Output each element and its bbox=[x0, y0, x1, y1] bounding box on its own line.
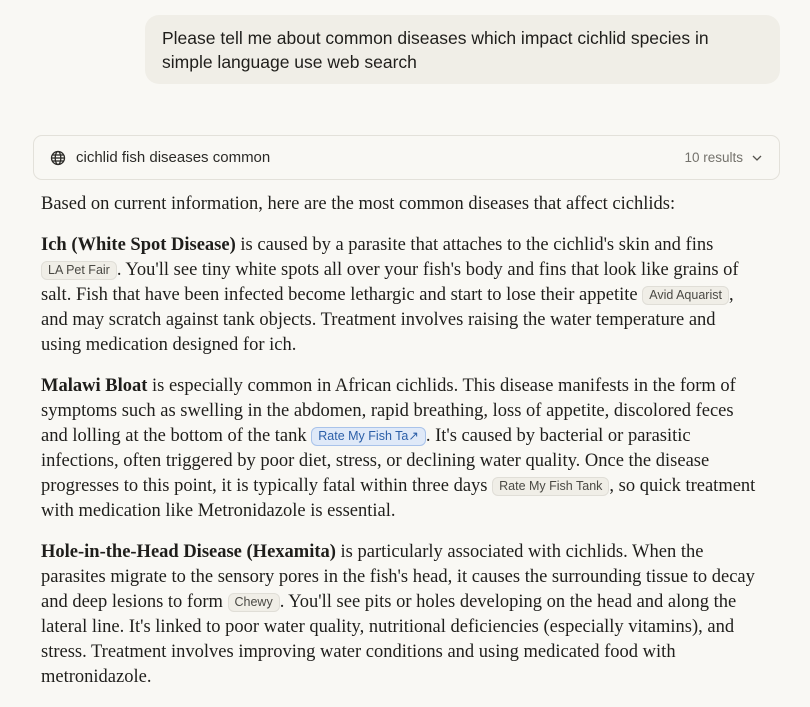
disease-paragraph-hole-in-the-head bbox=[41, 540, 756, 690]
globe-icon bbox=[50, 150, 66, 166]
intro-text: Based on current information, here are the most common diseases that affect cichlids: bbox=[41, 194, 676, 214]
disease-title: Hole-in-the-Head Disease (Hexamita) bbox=[41, 542, 336, 562]
user-message: Please tell me about common diseases which impact cichlid species in simple language use web search bbox=[145, 15, 780, 84]
text: . You'll see pits or holes developing on the head and along the lateral line. It's linked to poor water quality, nutritional deficiencies (especially vitamins), and stress. Treatment involves improving water conditions and using medicated food with metronidazole. bbox=[41, 592, 737, 687]
citation-chip[interactable]: Chewy bbox=[228, 593, 280, 612]
disease-paragraph-ich bbox=[41, 233, 756, 358]
text: is especially common in African cichlids. This disease manifests in the form of symptoms such as swelling in the abdomen, rapid breathing, loss of appetite, discolored feces and lolling at the bottom of the tank bbox=[41, 376, 736, 446]
text: is particularly associated with cichlids. When the parasites migrate to the sensory pores in the fish's head, it causes the surrounding tissue to decay and deep lesions to form bbox=[41, 542, 755, 612]
web-search-result-toggle[interactable] bbox=[33, 135, 780, 180]
disease-paragraph-malawi-bloat bbox=[41, 374, 756, 524]
text: , so quick treatment with medication like Metronidazole is essential. bbox=[41, 476, 756, 521]
assistant-response bbox=[41, 192, 756, 706]
citation-chip-hovered[interactable]: Rate My Fish Ta↗ bbox=[311, 427, 426, 446]
disease-title: Malawi Bloat bbox=[41, 376, 148, 396]
citation-chip[interactable]: Rate My Fish Tank bbox=[492, 477, 609, 496]
citation-chip[interactable]: Avid Aquarist bbox=[642, 286, 729, 305]
text: . It's caused by bacterial or parasitic infections, often triggered by poor diet, stress, or declining water quality. Once the disease progresses to this point, it is typically fatal within three days bbox=[41, 426, 710, 496]
disease-title: Ich (White Spot Disease) bbox=[41, 235, 236, 255]
citation-chip[interactable]: LA Pet Fair bbox=[41, 261, 117, 280]
search-query: cichlid fish diseases common bbox=[76, 149, 271, 166]
text: , and may scratch against tank objects. Treatment involves raising the water temperature and using medication designed for ich. bbox=[41, 285, 734, 355]
chevron-down-icon[interactable] bbox=[751, 152, 763, 164]
text: . You'll see tiny white spots all over your fish's body and fins that look like grains of salt. Fish that have been infected become lethargic and start to lose their appetite bbox=[41, 260, 739, 305]
results-count: 10 results bbox=[684, 150, 743, 165]
text: is caused by a parasite that attaches to the cichlid's skin and fins bbox=[235, 235, 714, 255]
